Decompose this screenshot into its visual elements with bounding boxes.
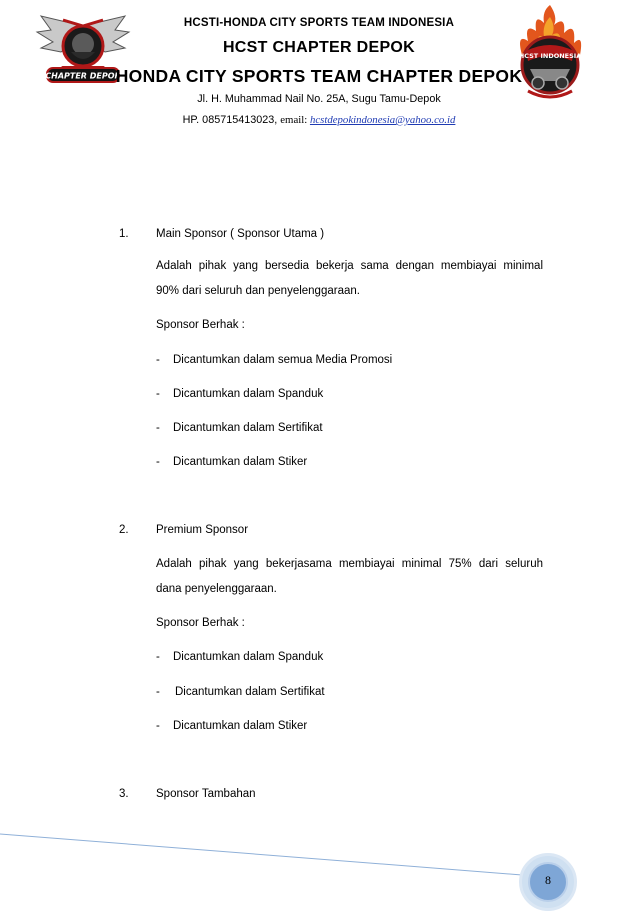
bullet-dash: - (156, 422, 160, 434)
section-2-rights-label: Sponsor Berhak : (156, 617, 245, 629)
email-label: email: (280, 114, 310, 126)
list-item: Dicantumkan dalam Stiker (173, 456, 308, 468)
bullet-dash: - (156, 456, 160, 468)
org-line: HCSTI-HONDA CITY SPORTS TEAM INDONESIA (183, 17, 455, 29)
organization-full-name: HONDA CITY SPORTS TEAM CHAPTER DEPOK (115, 66, 523, 86)
list-item: Dicantumkan dalam Sertifikat (173, 422, 323, 434)
section-1-desc-line1: Adalah pihak yang bersedia bekerja sama dengan membiayai minimal (156, 260, 543, 272)
section-2-desc-line2: dana penyelenggaraan. (156, 583, 277, 595)
phone: HP. 085715413023, (182, 114, 281, 126)
section-2-number: 2. (119, 524, 129, 536)
section-1-title: Main Sponsor ( Sponsor Utama ) (156, 228, 325, 240)
list-item: Dicantumkan dalam semua Media Promosi (173, 354, 393, 366)
email-link[interactable]: hcstdepokindonesia@yahoo.co.id (309, 114, 456, 126)
logo-right-text: HCST INDONESIA (518, 52, 582, 60)
section-1-rights-label: Sponsor Berhak : (156, 319, 245, 331)
chapter-title: HCST CHAPTER DEPOK (222, 39, 416, 56)
list-item: Dicantumkan dalam Spanduk (173, 651, 324, 663)
list-item: Dicantumkan dalam Stiker (173, 720, 308, 732)
contact-line (0, 114, 638, 126)
section-2-title: Premium Sponsor (156, 524, 249, 536)
list-item: Dicantumkan dalam Sertifikat (175, 686, 325, 698)
section-3-number: 3. (119, 788, 129, 800)
section-3-title: Sponsor Tambahan (156, 788, 256, 800)
bullet-dash: - (156, 686, 160, 698)
bullet-dash: - (156, 720, 160, 732)
bullet-dash: - (156, 388, 160, 400)
section-2-desc-line1: Adalah pihak yang bekerjasama membiayai minimal 75% dari seluruh (156, 558, 543, 570)
section-1-desc-line2: 90% dari seluruh dan penyelenggaraan. (156, 285, 360, 297)
section-1-number: 1. (119, 228, 129, 240)
address: Jl. H. Muhammad Nail No. 25A, Sugu Tamu-Depok (197, 93, 441, 105)
bullet-dash: - (156, 651, 160, 663)
list-item: Dicantumkan dalam Spanduk (173, 388, 324, 400)
logo-left-text: CHAPTER DEPOK (45, 71, 121, 81)
bullet-dash: - (156, 354, 160, 366)
page-number: 8 (545, 873, 551, 887)
